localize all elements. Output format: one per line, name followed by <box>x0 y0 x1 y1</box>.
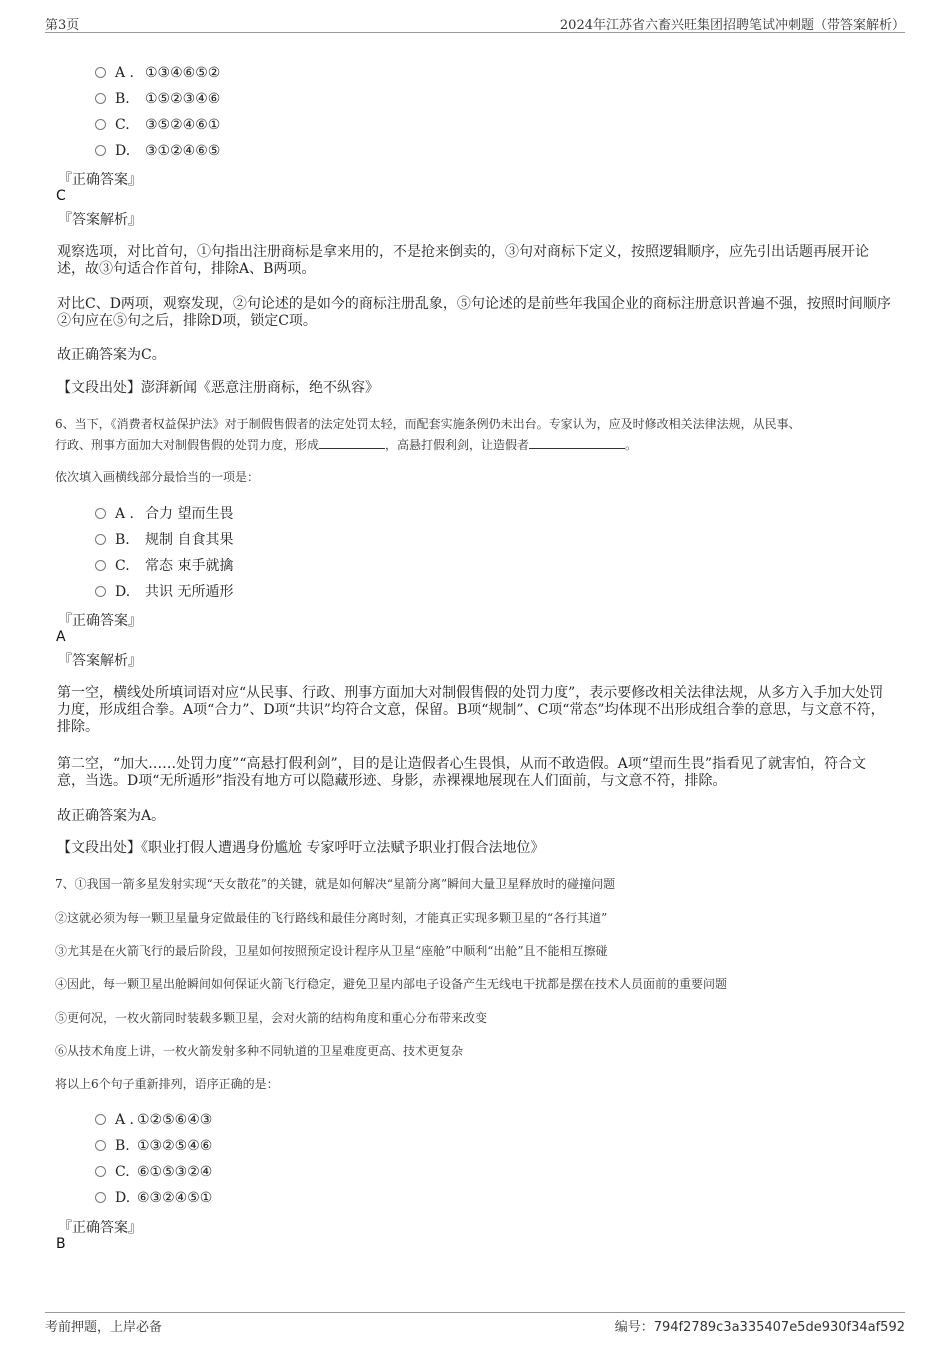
q5-answer-tag: 『正确答案』 <box>58 172 142 188</box>
footer-slogan: 考前押题，上岸必备 <box>45 1320 163 1335</box>
radio-icon[interactable] <box>95 93 106 104</box>
q5-analysis-tag: 『答案解析』 <box>58 212 142 228</box>
q6-option-a[interactable]: A . 合力 望而生畏 <box>95 504 233 524</box>
radio-icon[interactable] <box>95 1166 106 1177</box>
q6-option-d[interactable]: D. 共识 无所遁形 <box>95 582 233 602</box>
radio-icon[interactable] <box>95 67 106 78</box>
q6-option-b[interactable]: B. 规制 自食其果 <box>95 530 233 550</box>
q6-answer: A <box>56 629 66 645</box>
q7-option-d[interactable]: D. ⑥③②④⑤① <box>95 1188 212 1208</box>
page-header <box>45 12 905 33</box>
q7-sentence-2: ②这就必须为每一颗卫星量身定做最佳的飞行路线和最佳分离时刻，才能真正实现多颗卫星的“各行其道” <box>55 911 608 925</box>
q5-analysis-2: 对比C、D两项，观察发现，②句论述的是如今的商标注册乱象，⑤句论述的是前些年我国企业的商标注册意识普遍不强，按照时间顺序②句应在⑤句之后，排除D项，锁定C项。 <box>57 296 891 329</box>
radio-icon[interactable] <box>95 1140 106 1151</box>
q6-prompt: 依次填入画横线部分最恰当的一项是： <box>55 470 260 484</box>
q7-sentence-6: ⑥从技术角度上讲，一枚火箭发射多种不同轨道的卫星难度更高、技术更复杂 <box>55 1044 464 1058</box>
radio-icon[interactable] <box>95 586 106 597</box>
q5-source: 【文段出处】澎湃新闻《恶意注册商标，绝不纵容》 <box>57 380 379 396</box>
radio-icon[interactable] <box>95 560 106 571</box>
q7-answer: B <box>56 1236 66 1252</box>
q7-option-a[interactable]: A . ①②⑤⑥④③ <box>95 1110 212 1130</box>
q5-analysis-3: 故正确答案为C。 <box>57 347 166 363</box>
blank-1 <box>319 436 385 449</box>
q7-sentence-3: ③尤其是在火箭飞行的最后阶段，卫星如何按照预定设计程序从卫星“座舱”中顺利“出舱”且不能相互擦碰 <box>55 944 608 958</box>
q6-analysis-2: 第二空，“加大……处罚力度”“高悬打假利剑”，目的是让造假者心生畏惧，从而不敢造假。A项“望而生畏”指看见了就害怕，符合文意，当选。D项“无所遁形”指没有地方可以隐藏形迹、身影，赤裸裸地展现在人们面前，与文意不符，排除。 <box>57 756 867 789</box>
q7-prompt: 将以上6个句子重新排列，语序正确的是： <box>55 1077 279 1091</box>
radio-icon[interactable] <box>95 508 106 519</box>
document-title: 2024年江苏省六畜兴旺集团招聘笔试冲刺题（带答案解析） <box>559 18 905 33</box>
q6-option-c[interactable]: C. 常态 束手就擒 <box>95 556 233 576</box>
q5-option-b[interactable]: B. ①⑤②③④⑥ <box>95 89 220 109</box>
q5-option-d[interactable]: D. ③①②④⑥⑤ <box>95 141 220 161</box>
q5-option-c[interactable]: C. ③⑤②④⑥① <box>95 115 220 135</box>
q6-stem: 6、当下，《消费者权益保护法》对于制假售假者的法定处罚太轻，而配套实施条例仍未出台。专家认为，应及时修改相关法律法规，从民事、 行政、刑事方面加大对制假售假的处罚力度，形成 ，高悬打假利剑，让造假者 。 <box>55 417 801 452</box>
q7-option-b[interactable]: B. ①③②⑤④⑥ <box>95 1136 212 1156</box>
q7-sentence-4: ④因此，每一颗卫星出舱瞬间如何保证火箭飞行稳定，避免卫星内部电子设备产生无线电干扰都是摆在技术人员面前的重要问题 <box>55 977 728 991</box>
q5-analysis-1: 观察选项，对比首句，①句指出注册商标是拿来用的，不是抢来倒卖的，③句对商标下定义，按照逻辑顺序，应先引出话题再展开论述，故③句适合作首句，排除A、B两项。 <box>57 244 869 277</box>
q5-answer: C <box>56 188 66 204</box>
q5-option-a[interactable]: A . ①③④⑥⑤② <box>95 63 220 83</box>
q6-answer-tag: 『正确答案』 <box>58 613 142 629</box>
radio-icon[interactable] <box>95 145 106 156</box>
radio-icon[interactable] <box>95 119 106 130</box>
radio-icon[interactable] <box>95 534 106 545</box>
radio-icon[interactable] <box>95 1114 106 1125</box>
q6-analysis-1: 第一空，横线处所填词语对应“从民事、行政、刑事方面加大对制假售假的处罚力度”，表示要修改相关法律法规，从多方入手加大处罚力度，形成组合拳。A项“合力”、D项“共识”均符合文意，保留。B项“规制”、C项“常态”均体现不出形成组合拳的意思，与文意不符，排除。 <box>57 685 885 735</box>
document-code: 编号：794f2789c3a335407e5de930f34af592 <box>614 1320 905 1335</box>
radio-icon[interactable] <box>95 1192 106 1203</box>
q7-option-c[interactable]: C. ⑥①⑤③②④ <box>95 1162 212 1182</box>
page-number: 第3页 <box>45 18 80 33</box>
q7-answer-tag: 『正确答案』 <box>58 1220 142 1236</box>
page-footer <box>45 1312 905 1335</box>
q6-analysis-tag: 『答案解析』 <box>58 653 142 669</box>
q7-sentence-5: ⑤更何况，一枚火箭同时装载多颗卫星，会对火箭的结构角度和重心分布带来改变 <box>55 1011 488 1025</box>
q7-sentence-1: 7、①我国一箭多星发射实现“天女散花”的关键，就是如何解决“星箭分离”瞬间大量卫星释放时的碰撞问题 <box>55 877 616 891</box>
q6-analysis-3: 故正确答案为A。 <box>57 808 166 824</box>
q6-source: 【文段出处】《职业打假人遭遇身份尴尬 专家呼吁立法赋予职业打假合法地位》 <box>57 840 545 856</box>
blank-2 <box>529 436 625 449</box>
